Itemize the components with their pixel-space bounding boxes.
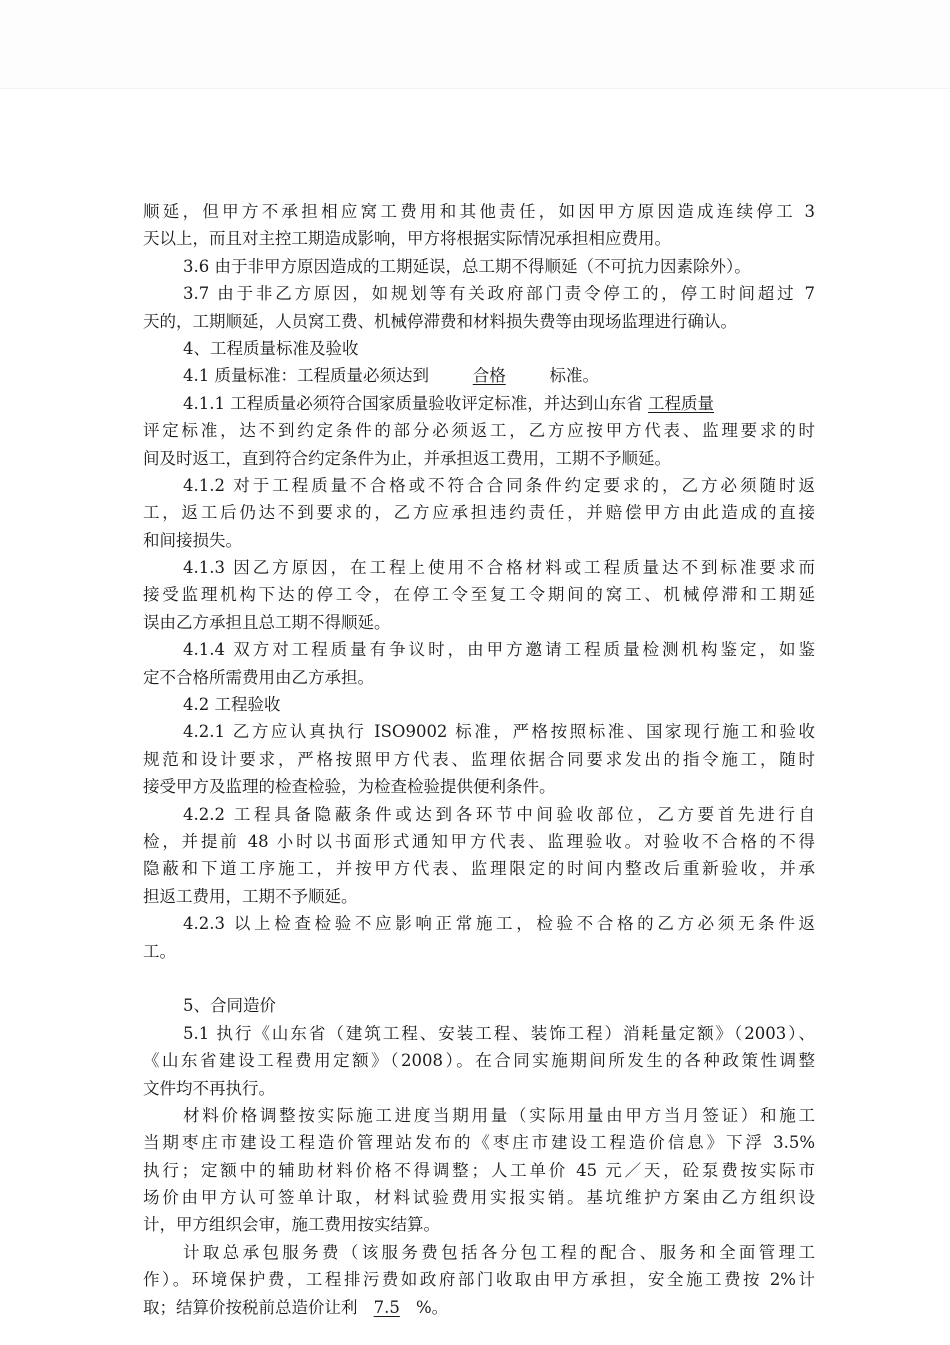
clause-4-2-1: 4.2.1 乙方应认真执行 ISO9002 标准，严格按照标准、国家现行施工和验收 bbox=[183, 722, 815, 742]
clause-4-1-2: 4.1.2 对于工程质量不合格或不符合合同条件约定要求的，乙方必须随时返 bbox=[183, 475, 815, 495]
section-4-heading: 4、工程质量标准及验收 bbox=[183, 338, 359, 358]
clause-3-6: 3.6 由于非甲方原因造成的工期延误，总工期不得顺延（不可抗力因素除外）。 bbox=[183, 256, 751, 276]
settlement-line-suffix: %。 bbox=[416, 1297, 449, 1317]
text-line: 接受甲方及监理的检查检验，为检查检验提供便利条件。 bbox=[143, 777, 556, 797]
text-line: 工。 bbox=[143, 941, 176, 961]
clause-4-1-1 bbox=[143, 390, 815, 417]
clause-4-1-1-text: 4.1.1 工程质量必须符合国家质量验收评定标准，并达到山东省 bbox=[183, 393, 643, 413]
text-line: 定不合格所需费用由乙方承担。 bbox=[143, 667, 374, 687]
quality-line-prefix: 4.1 质量标准：工程质量必须达到 bbox=[183, 366, 429, 386]
contract-text bbox=[143, 198, 815, 1321]
quality-line-suffix: 标准。 bbox=[549, 366, 599, 386]
paragraph-gap bbox=[143, 965, 815, 992]
province-standard-field: 工程质量 bbox=[647, 393, 714, 413]
text-line: 误由乙方承担且总工期不得顺延。 bbox=[143, 612, 391, 632]
text-line: 天以上，而且对主控工期造成影响，甲方将根据实际情况承担相应费用。 bbox=[143, 229, 671, 249]
clause-5-1: 5.1 执行《山东省（建筑工程、安装工程、装饰工程）消耗量定额》（2003）、 bbox=[183, 1023, 815, 1043]
text-line: 文件均不再执行。 bbox=[143, 1078, 275, 1098]
text-line: 和间接损失。 bbox=[143, 530, 242, 550]
text-line: 规范和设计要求，严格按照甲方代表、监理依据合同要求发出的指令施工，随时 bbox=[143, 749, 815, 769]
service-fee-paragraph: 计取总承包服务费（该服务费包括各分包工程的配合、服务和全面管理工 bbox=[183, 1242, 815, 1262]
text-line: 执行；定额中的辅助材料价格不得调整；人工单价 45 元／天，砼泵费按实际市 bbox=[143, 1160, 815, 1180]
text-line: 接受监理机构下达的停工令，在停工令至复工令期间的窝工、机械停滞和工期延 bbox=[143, 585, 815, 605]
section-5-heading: 5、合同造价 bbox=[183, 996, 276, 1016]
settlement-line bbox=[143, 1294, 815, 1321]
page-top-margin bbox=[0, 0, 950, 89]
clause-4-2-2: 4.2.2 工程具备隐蔽条件或达到各环节中间验收部位，乙方要首先进行自 bbox=[183, 804, 815, 824]
text-line: 计，甲方组织会审，施工费用按实结算。 bbox=[143, 1215, 440, 1235]
text-line: 《山东省建设工程费用定额》（2008）。在合同实施期间所发生的各种政策性调整 bbox=[143, 1051, 815, 1071]
text-line: 间及时返工，直到符合约定条件为止，并承担返工费用，工期不予顺延。 bbox=[143, 448, 671, 468]
clause-4-2-3: 4.2.3 以上检查检验不应影响正常施工，检验不合格的乙方必须无条件返 bbox=[183, 914, 815, 934]
clause-3-7: 3.7 由于非乙方原因，如规划等有关政府部门责令停工的，停工时间超过 7 bbox=[183, 284, 815, 304]
text-line: 评定标准，达不到约定条件的部分必须返工，乙方应按甲方代表、监理要求的时 bbox=[143, 421, 815, 441]
text-line: 天的，工期顺延，人员窝工费、机械停滞费和材料损失费等由现场监理进行确认。 bbox=[143, 311, 737, 331]
text-line: 担返工费用，工期不予顺延。 bbox=[143, 886, 358, 906]
text-line: 检，并提前 48 小时以书面形式通知甲方代表、监理验收。对验收不合格的不得 bbox=[143, 831, 815, 851]
clause-4-1-3: 4.1.3 因乙方原因，在工程上使用不合格材料或工程质量达不到标准要求而 bbox=[183, 558, 815, 578]
profit-rate-field: 7.5 bbox=[373, 1297, 400, 1317]
text-line: 工，返工后仍达不到要求的，乙方应承担违约责任，并赔偿甲方由此造成的直接 bbox=[143, 503, 815, 523]
settlement-line-prefix: 取；结算价按税前总造价让利 bbox=[143, 1297, 358, 1317]
text-line: 顺延，但甲方不承担相应窝工费用和其他责任，如因甲方原因造成连续停工 3 bbox=[143, 202, 815, 221]
material-price-paragraph: 材料价格调整按实际施工进度当期用量（实际用量由甲方当月签证）和施工 bbox=[183, 1105, 815, 1125]
text-line: 作）。环境保护费，工程排污费如政府部门收取由甲方承担，安全施工费按 2%计 bbox=[143, 1270, 815, 1290]
text-line: 当期枣庄市建设工程造价管理站发布的《枣庄市建设工程造价信息》下浮 3.5% bbox=[143, 1133, 815, 1153]
section-4-2-heading: 4.2 工程验收 bbox=[183, 695, 281, 715]
text-line: 隐蔽和下道工序施工，并按甲方代表、监理限定的时间内整改后重新验收，并承 bbox=[143, 859, 815, 879]
clause-4-1-quality-standard bbox=[143, 362, 815, 389]
clause-4-1-4: 4.1.4 双方对工程质量有争议时，由甲方邀请工程质量检测机构鉴定，如鉴 bbox=[183, 640, 815, 660]
quality-grade-field: 合格 bbox=[472, 366, 506, 386]
text-line: 场价由甲方认可签单计取，材料试验费用实报实销。基坑维护方案由乙方组织设 bbox=[143, 1188, 815, 1208]
